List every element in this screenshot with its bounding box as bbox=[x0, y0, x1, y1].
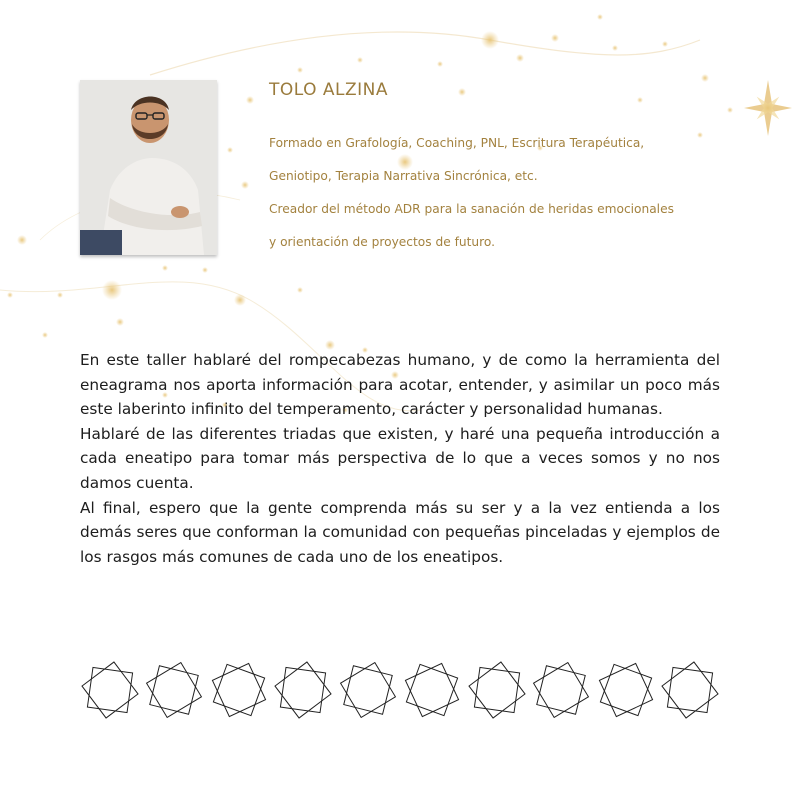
eight-pointed-star-outline-icon bbox=[531, 660, 591, 720]
eight-pointed-star-outline-icon bbox=[273, 660, 333, 720]
speaker-name: TOLO ALZINA bbox=[269, 80, 389, 100]
eight-pointed-star-outline-icon bbox=[209, 660, 269, 720]
eight-pointed-star-outline-icon bbox=[144, 660, 204, 720]
eight-pointed-star-outline-icon bbox=[660, 660, 720, 720]
speaker-bio bbox=[269, 132, 739, 264]
eight-pointed-star-outline-icon bbox=[596, 660, 656, 720]
bio-line: y orientación de proyectos de futuro. bbox=[269, 235, 495, 249]
workshop-description bbox=[80, 348, 720, 569]
bio-line: Creador del método ADR para la sanación de heridas emocionales bbox=[269, 202, 674, 216]
bio-line: Geniotipo, Terapia Narrativa Sincrónica, etc. bbox=[269, 169, 538, 183]
description-paragraph: En este taller hablaré del rompecabezas humano, y de como la herramienta del eneagrama nos aporta información para acotar, entender, y asimilar un poco más este laberinto infinito del temperamento, carácter y personalidad humanas. bbox=[80, 351, 720, 419]
eight-pointed-star-outline-icon bbox=[467, 660, 527, 720]
eight-pointed-star-outline-icon bbox=[80, 660, 140, 720]
decorative-star-row bbox=[80, 660, 720, 720]
sparkle-star-icon bbox=[744, 80, 792, 136]
eight-pointed-star-outline-icon bbox=[338, 660, 398, 720]
eight-pointed-star-outline-icon bbox=[402, 660, 462, 720]
profile-photo bbox=[80, 80, 217, 255]
description-paragraph: Hablaré de las diferentes triadas que existen, y haré una pequeña introducción a cada eneatipo para tomar más perspectiva de lo que a veces somos y no nos damos cuenta. bbox=[80, 424, 720, 492]
description-paragraph: Al final, espero que la gente comprenda más su ser y a la vez entienda a los demás seres que conforman la comunidad con pequeñas pinceladas y ejemplos de los rasgos más comunes de cada uno de los eneatipos. bbox=[80, 498, 720, 566]
bio-line: Formado en Grafología, Coaching, PNL, Escritura Terapéutica, bbox=[269, 136, 645, 150]
